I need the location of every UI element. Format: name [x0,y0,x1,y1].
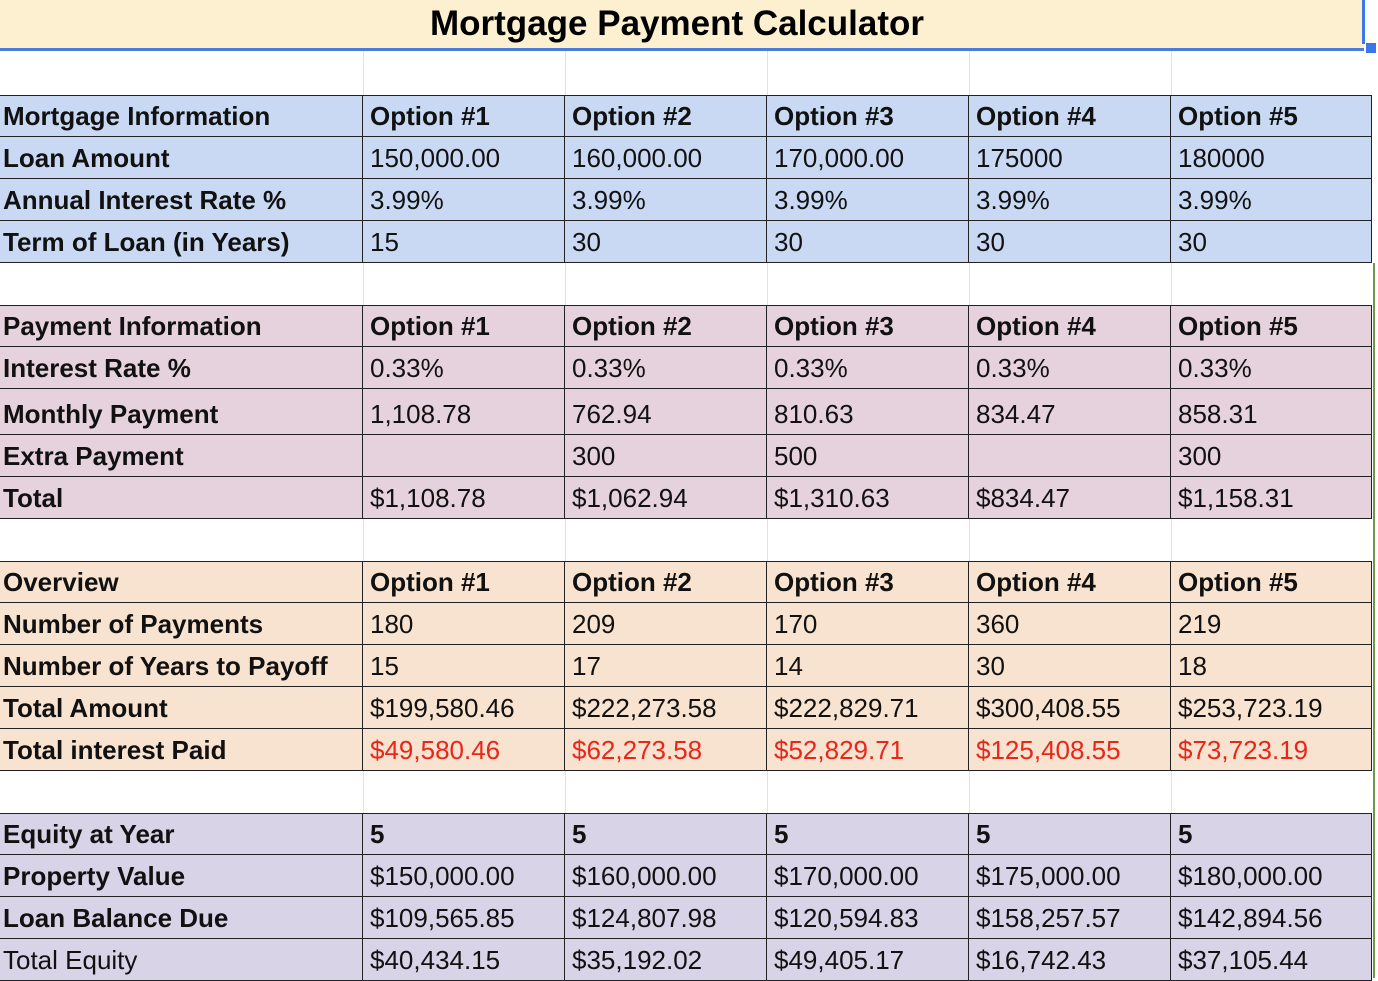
column-header-cell-option-5[interactable]: Option #5 [1171,305,1372,347]
value-cell-option-2[interactable]: 30 [565,221,767,263]
value-cell-option-4[interactable]: 0.33% [969,347,1171,389]
value-cell-option-3[interactable]: $52,829.71 [767,729,969,771]
equity-row [0,855,1373,897]
value-cell-option-1[interactable]: $199,580.46 [363,687,565,729]
column-edge [1373,263,1375,978]
row-label-cell[interactable]: Term of Loan (in Years) [0,221,363,263]
row-label-cell[interactable]: Property Value [0,855,363,897]
row-label-cell[interactable]: Total Equity [0,939,363,981]
row-label-cell[interactable]: Payment Information [0,305,363,347]
value-cell-option-5[interactable]: 18 [1171,645,1372,687]
value-cell-option-4[interactable]: $16,742.43 [969,939,1171,981]
row-label-cell[interactable]: Equity at Year [0,813,363,855]
value-cell-option-5[interactable]: $1,158.31 [1171,477,1372,519]
value-cell-option-1[interactable] [363,435,565,477]
row-label-cell[interactable]: Overview [0,561,363,603]
column-header-cell-option-2[interactable]: Option #2 [565,561,767,603]
value-cell-option-4[interactable]: 360 [969,603,1171,645]
value-cell-option-5[interactable]: 0.33% [1171,347,1372,389]
value-cell-option-2[interactable]: 17 [565,645,767,687]
value-cell-option-1[interactable]: 15 [363,221,565,263]
mortgage-row [0,221,1373,263]
value-cell-option-5[interactable]: $37,105.44 [1171,939,1372,981]
value-cell-option-5[interactable]: 219 [1171,603,1372,645]
row-label-cell[interactable]: Monthly Payment [0,389,363,435]
row-label-cell[interactable]: Total interest Paid [0,729,363,771]
value-cell-option-5[interactable]: $180,000.00 [1171,855,1372,897]
value-cell-option-3[interactable]: $222,829.71 [767,687,969,729]
column-header-cell-option-2[interactable]: 5 [565,813,767,855]
value-cell-option-4[interactable]: 3.99% [969,179,1171,221]
value-cell-option-4[interactable]: $300,408.55 [969,687,1171,729]
column-header-cell-option-3[interactable]: Option #3 [767,95,969,137]
value-cell-option-4[interactable]: $175,000.00 [969,855,1171,897]
value-cell-option-1[interactable]: 15 [363,645,565,687]
value-cell-option-4[interactable] [969,435,1171,477]
value-cell-option-2[interactable]: 209 [565,603,767,645]
value-cell-option-5[interactable]: 180000 [1171,137,1372,179]
column-header-cell-option-1[interactable]: Option #1 [363,561,565,603]
value-cell-option-2[interactable]: $62,273.58 [565,729,767,771]
column-header-cell-option-4[interactable]: Option #4 [969,305,1171,347]
column-header-cell-option-1[interactable]: Option #1 [363,95,565,137]
value-cell-option-4[interactable]: 30 [969,645,1171,687]
value-cell-option-2[interactable]: $160,000.00 [565,855,767,897]
column-header-cell-option-3[interactable]: Option #3 [767,561,969,603]
value-cell-option-1[interactable]: $40,434.15 [363,939,565,981]
value-cell-option-1[interactable]: 150,000.00 [363,137,565,179]
overview-row [0,687,1373,729]
value-cell-option-2[interactable]: 762.94 [565,389,767,435]
equity-row [0,897,1373,939]
value-cell-option-3[interactable]: $120,594.83 [767,897,969,939]
value-cell-option-5[interactable]: $253,723.19 [1171,687,1372,729]
row-label-cell[interactable]: Total Amount [0,687,363,729]
value-cell-option-2[interactable]: $35,192.02 [565,939,767,981]
selection-border [1362,0,1365,44]
column-header-cell-option-1[interactable]: Option #1 [363,305,565,347]
value-cell-option-3[interactable]: 170,000.00 [767,137,969,179]
payment-row [0,389,1373,435]
mortgage-row [0,137,1373,179]
overview-row [0,645,1373,687]
value-cell-option-4[interactable]: $158,257.57 [969,897,1171,939]
value-cell-option-4[interactable]: 30 [969,221,1171,263]
column-header-cell-option-5[interactable]: Option #5 [1171,561,1372,603]
column-header-cell-option-3[interactable]: Option #3 [767,305,969,347]
equity-row [0,939,1373,981]
overview-row [0,561,1373,603]
value-cell-option-1[interactable]: $49,580.46 [363,729,565,771]
value-cell-option-3[interactable]: 170 [767,603,969,645]
value-cell-option-5[interactable]: 858.31 [1171,389,1372,435]
row-label-cell[interactable]: Mortgage Information [0,95,363,137]
overview-row [0,603,1373,645]
row-label-cell[interactable]: Annual Interest Rate % [0,179,363,221]
value-cell-option-2[interactable]: $124,807.98 [565,897,767,939]
value-cell-option-2[interactable]: 0.33% [565,347,767,389]
value-cell-option-2[interactable]: $1,062.94 [565,477,767,519]
value-cell-option-4[interactable]: $834.47 [969,477,1171,519]
overview-row [0,729,1373,771]
payment-row [0,305,1373,347]
column-header-cell-option-4[interactable]: Option #4 [969,561,1171,603]
row-label-cell[interactable]: Number of Years to Payoff [0,645,363,687]
row-label-cell[interactable]: Loan Amount [0,137,363,179]
row-label-cell[interactable]: Loan Balance Due [0,897,363,939]
column-header-cell-option-4[interactable]: Option #4 [969,95,1171,137]
value-cell-option-3[interactable]: 3.99% [767,179,969,221]
value-cell-option-1[interactable]: 0.33% [363,347,565,389]
value-cell-option-4[interactable]: 834.47 [969,389,1171,435]
value-cell-option-5[interactable]: 3.99% [1171,179,1372,221]
value-cell-option-5[interactable]: 30 [1171,221,1372,263]
row-label-cell[interactable]: Extra Payment [0,435,363,477]
value-cell-option-1[interactable]: $150,000.00 [363,855,565,897]
payment-row [0,477,1373,519]
value-cell-option-1[interactable]: $1,108.78 [363,477,565,519]
value-cell-option-3[interactable]: 500 [767,435,969,477]
equity-row [0,813,1373,855]
value-cell-option-5[interactable]: $73,723.19 [1171,729,1372,771]
column-header-cell-option-2[interactable]: Option #2 [565,95,767,137]
value-cell-option-2[interactable]: $222,273.58 [565,687,767,729]
value-cell-option-3[interactable]: $1,310.63 [767,477,969,519]
value-cell-option-3[interactable]: $170,000.00 [767,855,969,897]
column-header-cell-option-5[interactable]: 5 [1171,813,1372,855]
column-header-cell-option-2[interactable]: Option #2 [565,305,767,347]
mortgage-row [0,179,1373,221]
value-cell-option-1[interactable]: 3.99% [363,179,565,221]
value-cell-option-1[interactable]: $109,565.85 [363,897,565,939]
value-cell-option-5[interactable]: $142,894.56 [1171,897,1372,939]
row-label-cell[interactable]: Number of Payments [0,603,363,645]
column-header-cell-option-3[interactable]: 5 [767,813,969,855]
value-cell-option-3[interactable]: 810.63 [767,389,969,435]
selection-fill-handle[interactable] [1365,42,1377,54]
column-header-cell-option-5[interactable]: Option #5 [1171,95,1372,137]
mortgage-row [0,95,1373,137]
value-cell-option-3[interactable]: 14 [767,645,969,687]
row-label-cell[interactable]: Total [0,477,363,519]
value-cell-option-3[interactable]: $49,405.17 [767,939,969,981]
value-cell-option-4[interactable]: $125,408.55 [969,729,1171,771]
value-cell-option-1[interactable]: 180 [363,603,565,645]
column-header-cell-option-1[interactable]: 5 [363,813,565,855]
value-cell-option-2[interactable]: 3.99% [565,179,767,221]
payment-row [0,347,1373,389]
value-cell-option-2[interactable]: 300 [565,435,767,477]
value-cell-option-3[interactable]: 30 [767,221,969,263]
column-header-cell-option-4[interactable]: 5 [969,813,1171,855]
value-cell-option-2[interactable]: 160,000.00 [565,137,767,179]
sheet-title: Mortgage Payment Calculator [430,4,924,43]
value-cell-option-5[interactable]: 300 [1171,435,1372,477]
row-label-cell[interactable]: Interest Rate % [0,347,363,389]
value-cell-option-4[interactable]: 175000 [969,137,1171,179]
value-cell-option-1[interactable]: 1,108.78 [363,389,565,435]
payment-row [0,435,1373,477]
value-cell-option-3[interactable]: 0.33% [767,347,969,389]
sheet-title-cell[interactable] [0,0,1364,51]
